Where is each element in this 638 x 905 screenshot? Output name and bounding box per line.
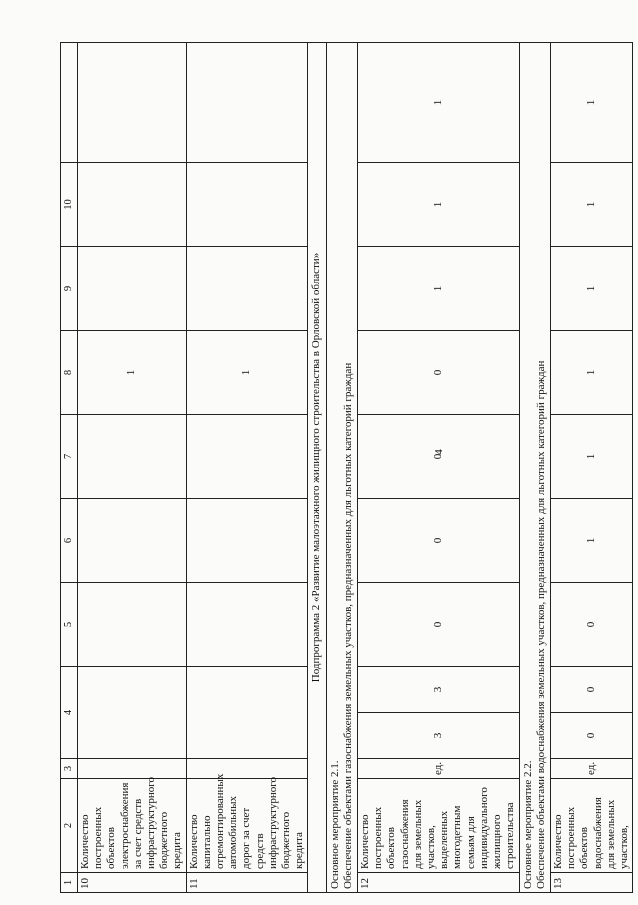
col-header-2: 2 xyxy=(61,779,78,873)
value-cell: 1 xyxy=(550,331,632,415)
row-name: Количество построенных объектов водоснабжения для земельных участков, xyxy=(550,779,632,873)
col-header-extra xyxy=(61,43,78,163)
value-cell: 0 xyxy=(358,415,519,499)
col-header-3: 3 xyxy=(61,759,78,779)
rotated-table-wrapper xyxy=(60,43,630,893)
row-name: Количество построенных объектов электроснабжения за счет средств инфраструктурного бюджетного кредита xyxy=(78,779,187,873)
row-number: 11 xyxy=(186,873,308,893)
measure-text: Обеспечение объектами газоснабжения земельных участков, предназначенных для льготных категорий граждан xyxy=(341,362,354,889)
subprogram-title: Подпрограмма 2 «Развитие малоэтажного жилищного строительства в Орловской области» xyxy=(308,43,326,893)
measure-title: Основное мероприятие 2.2. xyxy=(521,760,534,889)
table-row xyxy=(78,43,187,893)
value-cell: 0 xyxy=(358,583,519,667)
measure-row xyxy=(519,43,550,893)
value-cell: 1 xyxy=(550,163,632,247)
measure-text: Обеспечение объектами водоснабжения земельных участков, предназначенных для льготных категорий граждан xyxy=(534,360,547,889)
value-cell: 1 xyxy=(550,415,632,499)
value-cell: 3 xyxy=(358,713,519,759)
table-row xyxy=(550,43,632,893)
col-header-10: 10 xyxy=(61,163,78,247)
value-cell: 1 xyxy=(550,43,632,163)
row-number: 10 xyxy=(78,873,187,893)
value-cell: 0 xyxy=(550,583,632,667)
value-cell: 1 xyxy=(358,247,519,331)
col-header-5: 5 xyxy=(61,583,78,667)
col-header-4: 4 xyxy=(61,667,78,759)
col-header-1: 1 xyxy=(61,873,78,893)
row-name: Количество капитально отремонтированных автомобильных дорог за счет средств инфраструктурного бюджетного кредита xyxy=(186,779,308,873)
measure-row xyxy=(326,43,357,893)
value-cell: 1 xyxy=(550,247,632,331)
measure-title: Основное мероприятие 2.1. xyxy=(328,760,341,889)
col-header-6: 6 xyxy=(61,499,78,583)
table-row xyxy=(186,43,308,893)
value-cell: 0 xyxy=(550,713,632,759)
value-cell: 0 xyxy=(358,499,519,583)
row-number: 12 xyxy=(358,873,519,893)
unit-cell: ед. xyxy=(550,759,632,779)
value-cell: 3 xyxy=(358,667,519,713)
row-name: Количество построенных объектов газоснабжения для земельных участков, выделенных многодетным семьям для индивидуального жилищного строительства xyxy=(358,779,519,873)
col-header-8: 8 xyxy=(61,331,78,415)
value-cell: 0 xyxy=(358,331,519,415)
value-cell: 1 xyxy=(550,499,632,583)
unit-cell: ед. xyxy=(358,759,519,779)
value-cell: 1 xyxy=(358,163,519,247)
subprogram-row xyxy=(308,43,326,893)
row-number: 13 xyxy=(550,873,632,893)
col-header-9: 9 xyxy=(61,247,78,331)
header-row xyxy=(61,43,78,893)
value-cell: 0 xyxy=(550,667,632,713)
page-number: 4 xyxy=(432,449,445,455)
table-row xyxy=(358,43,519,893)
value-cell: 1 xyxy=(186,331,308,415)
indicators-table xyxy=(60,42,633,893)
value-cell: 1 xyxy=(358,43,519,163)
value-cell: 1 xyxy=(78,331,187,415)
col-header-7: 7 xyxy=(61,415,78,499)
